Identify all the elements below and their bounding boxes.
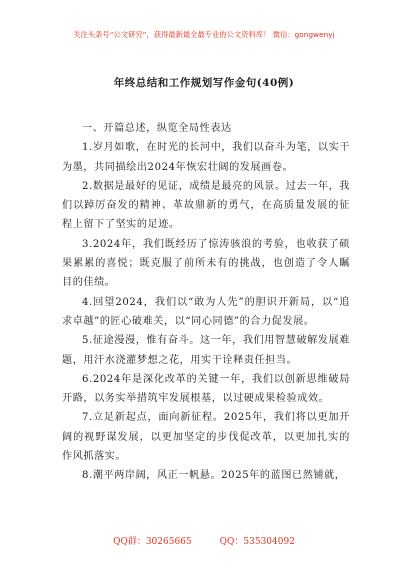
paragraph-8: 8.潮平两岸阔，风正一帆悬。2025年的蓝图已然铺就， xyxy=(82,470,346,482)
paragraph-1: 1.岁月如歌，在时光的长河中，我们以奋斗为笔，以实干为墨，共同描绘出2024年恢宏壮阔的发展画卷。 xyxy=(62,142,350,173)
header-note: 关注头条号“公文研究”，获得最新最全最专业的公文资料库！ 微信：gongwenyj xyxy=(73,30,335,39)
footer-qq: QQ：535304092 xyxy=(219,537,295,547)
footer-qq-group: QQ群：30265665 xyxy=(113,537,192,547)
document-title: 年终总结和工作规划写作金句(40例) xyxy=(113,77,295,89)
paragraph-5: 5.征途漫漫，惟有奋斗。这一年，我们用智慧破解发展难题，用汗水浇灌梦想之花，用实干诠释责任担当。 xyxy=(62,335,350,366)
section-heading: 一、开篇总述，纵览全局性表达 xyxy=(82,123,232,134)
paragraph-4: 4.回望2024，我们以“敢为人先”的胆识开新局，以“追求卓越”的匠心破难关，以“同心同德”的合力促发展。 xyxy=(62,296,350,327)
paragraph-2: 2.数据是最好的见证，成绩是最亮的风景。过去一年，我们以踔厉奋发的精神、革故鼎新的勇气，在高质量发展的征程上留下了坚实的足迹。 xyxy=(62,180,350,231)
paragraph-3: 3.2024年，我们既经历了惊涛骇浪的考验，也收获了硕果累累的喜悦；既克服了前所未有的挑战，也创造了令人瞩目的佳绩。 xyxy=(62,238,350,289)
footer-contact xyxy=(0,534,408,547)
paragraph-7: 7.立足新起点，面向新征程。2025年，我们将以更加开阔的视野谋发展，以更加坚定的步伐促改革，以更加扎实的作风抓落实。 xyxy=(62,412,350,463)
document-body xyxy=(62,119,350,486)
paragraph-6: 6.2024年是深化改革的关键一年，我们以创新思维破局开路，以务实举措筑牢发展根基，以过硬成果检验成效。 xyxy=(62,373,350,405)
